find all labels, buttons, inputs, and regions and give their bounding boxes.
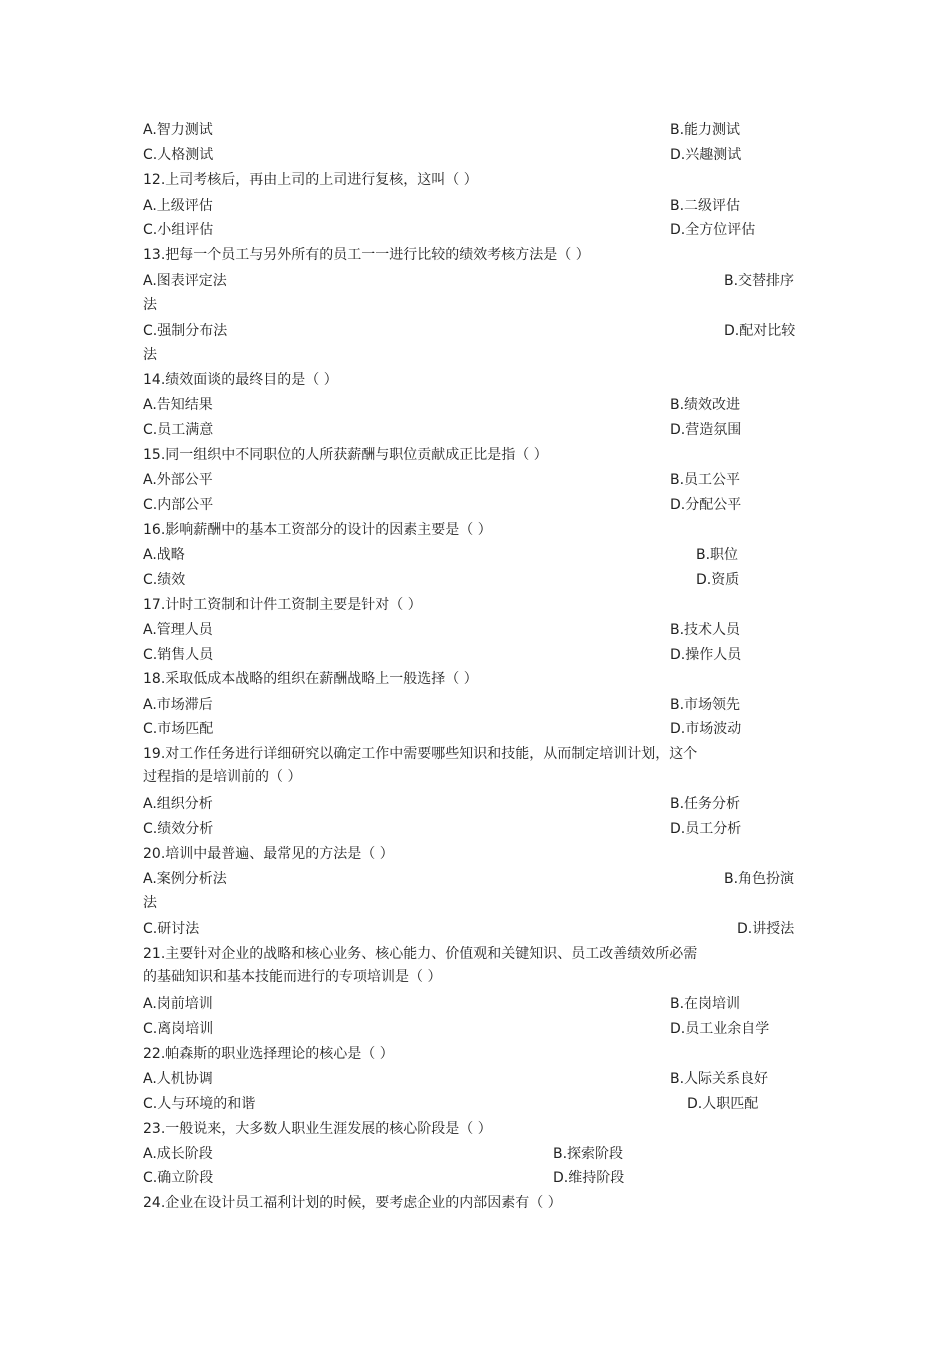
- question-19: 19.对工作任务进行详细研究以确定工作中需要哪些知识和技能，从而制定培训计划，这个: [143, 746, 698, 762]
- option-d: D.兴趣测试: [670, 147, 742, 163]
- option-a: A.市场滞后: [143, 697, 213, 713]
- question-22: 22.帕森斯的职业选择理论的核心是（ ）: [143, 1046, 394, 1062]
- option-a: A.管理人员: [143, 622, 213, 638]
- option-c: C.确立阶段: [143, 1170, 214, 1186]
- option-d: D.分配公平: [670, 497, 742, 513]
- option-b: B.二级评估: [670, 198, 741, 214]
- option-c: C.销售人员: [143, 647, 214, 663]
- option-c: C.员工满意: [143, 422, 214, 438]
- option-a: A.人机协调: [143, 1071, 213, 1087]
- option-a: A.战略: [143, 547, 185, 563]
- option-continuation: 法: [143, 895, 157, 911]
- option-c: C.研讨法: [143, 921, 200, 937]
- question-17: 17.计时工资制和计件工资制主要是针对（ ）: [143, 597, 422, 613]
- option-d: D.营造氛围: [670, 422, 742, 438]
- option-b: B.人际关系良好: [670, 1071, 769, 1087]
- option-c: C.绩效: [143, 572, 186, 588]
- question-20: 20.培训中最普遍、最常见的方法是（ ）: [143, 846, 394, 862]
- option-d: D.员工分析: [670, 821, 742, 837]
- option-d: D.讲授法: [737, 921, 795, 937]
- option-d: D.操作人员: [670, 647, 742, 663]
- option-a: A.外部公平: [143, 472, 213, 488]
- question-21-continued: 的基础知识和基本技能而进行的专项培训是（ ）: [143, 969, 442, 985]
- question-19-continued: 过程指的是培训前的（ ）: [143, 769, 302, 785]
- option-d: D.配对比较: [724, 323, 796, 339]
- option-b: B.角色扮演: [724, 871, 795, 887]
- option-c: C.离岗培训: [143, 1021, 214, 1037]
- question-15: 15.同一组织中不同职位的人所获薪酬与职位贡献成正比是指（ ）: [143, 447, 548, 463]
- option-b: B.绩效改进: [670, 397, 741, 413]
- option-d: D.员工业余自学: [670, 1021, 770, 1037]
- option-d: D.市场波动: [670, 721, 742, 737]
- option-a: A.成长阶段: [143, 1146, 213, 1162]
- option-c: C.强制分布法: [143, 323, 228, 339]
- question-21: 21.主要针对企业的战略和核心业务、核心能力、价值观和关键知识、员工改善绩效所必需: [143, 946, 698, 962]
- question-14: 14.绩效面谈的最终目的是（ ）: [143, 372, 338, 388]
- option-a: A.组织分析: [143, 796, 213, 812]
- option-c: C.市场匹配: [143, 721, 214, 737]
- option-d: D.维持阶段: [553, 1170, 625, 1186]
- option-continuation: 法: [143, 297, 157, 313]
- option-b: B.员工公平: [670, 472, 741, 488]
- option-c: C.人格测试: [143, 147, 214, 163]
- option-a: A.上级评估: [143, 198, 213, 214]
- question-13: 13.把每一个员工与另外所有的员工一一进行比较的绩效考核方法是（ ）: [143, 247, 590, 263]
- option-c: C.小组评估: [143, 222, 214, 238]
- option-b: B.在岗培训: [670, 996, 741, 1012]
- option-b: B.技术人员: [670, 622, 741, 638]
- option-a: A.智力测试: [143, 122, 213, 138]
- option-a: A.图表评定法: [143, 273, 227, 289]
- option-a: A.案例分析法: [143, 871, 227, 887]
- option-c: C.人与环境的和谐: [143, 1096, 256, 1112]
- option-b: B.交替排序: [724, 273, 795, 289]
- option-a: A.岗前培训: [143, 996, 213, 1012]
- option-c: C.内部公平: [143, 497, 214, 513]
- option-b: B.市场领先: [670, 697, 741, 713]
- option-d: D.资质: [696, 572, 740, 588]
- option-b: B.任务分析: [670, 796, 741, 812]
- option-a: A.告知结果: [143, 397, 213, 413]
- question-12: 12.上司考核后，再由上司的上司进行复核，这叫（ ）: [143, 172, 478, 188]
- option-d: D.人职匹配: [687, 1096, 759, 1112]
- question-23: 23.一般说来，大多数人职业生涯发展的核心阶段是（ ）: [143, 1121, 492, 1137]
- option-b: B.能力测试: [670, 122, 741, 138]
- option-continuation: 法: [143, 347, 157, 363]
- option-d: D.全方位评估: [670, 222, 756, 238]
- option-b: B.探索阶段: [553, 1146, 624, 1162]
- question-16: 16.影响薪酬中的基本工资部分的设计的因素主要是（ ）: [143, 522, 492, 538]
- option-c: C.绩效分析: [143, 821, 214, 837]
- question-18: 18.采取低成本战略的组织在薪酬战略上一般选择（ ）: [143, 671, 478, 687]
- question-24: 24.企业在设计员工福利计划的时候，要考虑企业的内部因素有（ ）: [143, 1195, 562, 1211]
- option-b: B.职位: [696, 547, 739, 563]
